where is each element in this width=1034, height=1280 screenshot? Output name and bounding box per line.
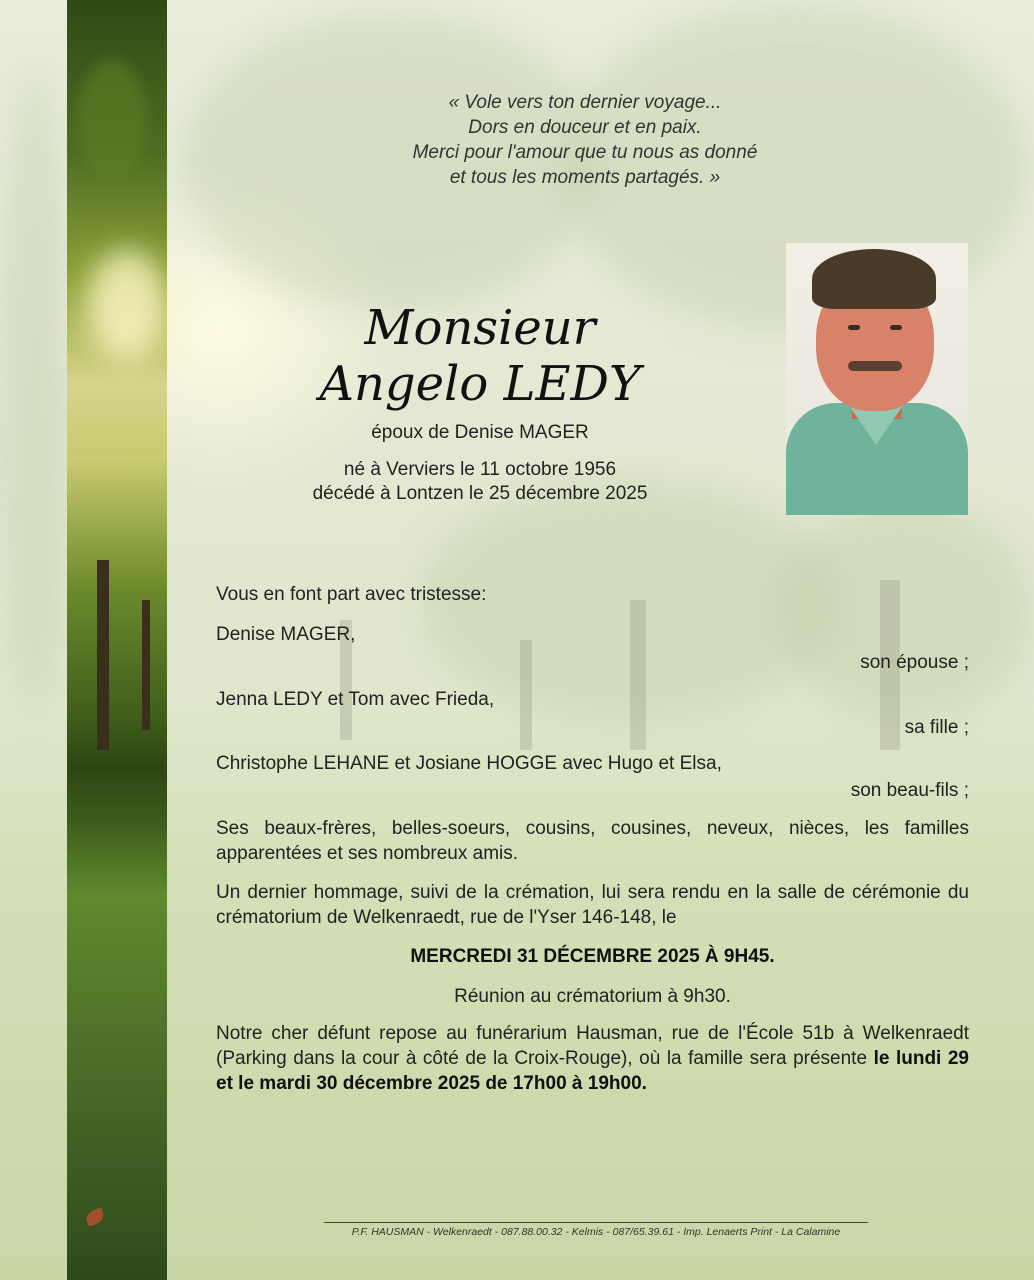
visitation-dates: le lundi 29 et le mardi 30 décembre 2025 de 17h00 à 19h00. [216,1048,970,1094]
portrait-eye [848,325,860,330]
life-dates [270,458,690,506]
family-member-relation: son épouse ; [860,652,969,673]
death-line: décédé à Lontzen le 25 décembre 2025 [312,483,648,504]
extended-family: Ses beaux-frères, belles-soeurs, cousins, cousines, neveux, nièces, les familles apparentées et ses nombreux amis. [216,818,969,864]
family-member-name: Jenna LEDY et Tom avec Frieda, [216,689,495,710]
ceremony-date [216,944,969,969]
footer-divider [324,1222,868,1223]
family-member-name: Christophe LEHANE et Josiane HOGGE avec Hugo et Elsa, [216,753,722,774]
family-member-name: Denise MAGER, [216,624,356,645]
family-member-relation: son beau-fils ; [850,780,969,801]
ceremony-date-text: MERCREDI 31 DÉCEMBRE 2025 À 9H45. [410,946,775,967]
quote-line: et tous les moments partagés. » [449,167,721,188]
sunlight-glow [87,250,167,360]
deceased-name: Angelo LEDY [319,356,641,412]
visitation-details: Notre cher défunt repose au funérarium Hausman, rue de l'École 51b à Welkenraedt (Parking dans la cour à côté de la Croix-Rouge), où la famille sera présente [216,1023,969,1069]
tree-trunk [97,560,109,750]
portrait-moustache [848,361,902,371]
background-foliage [0,60,70,710]
portrait-photo [786,243,968,515]
foliage-shape [77,60,147,180]
deceased-heading [300,300,660,412]
decorative-forest-strip [67,0,167,1280]
memorial-quote [380,90,790,190]
family-member-relation: sa fille ; [904,717,969,738]
portrait-hair [812,249,936,309]
quote-line: Dors en douceur et en paix. [468,117,702,138]
spouse-line: époux de Denise MAGER [371,422,589,443]
portrait-eye [890,325,902,330]
tree-trunk [142,600,150,730]
announcement-intro: Vous en font part avec tristesse: [216,584,487,605]
quote-line: Merci pour l'amour que tu nous as donné [412,142,758,163]
deceased-title: Monsieur [364,300,596,356]
funeral-home-footer: P.F. HAUSMAN - Welkenraedt - 087.88.00.32 - Kelmis - 087/65.39.61 - Imp. Lenaerts Print - La Calamine [351,1226,841,1238]
ceremony-text: Un dernier hommage, suivi de la crémation, lui sera rendu en la salle de cérémonie du crématorium de Welkenraedt, rue de l'Yser 146-148, le [216,882,969,928]
visitation-text [216,1021,969,1096]
birth-line: né à Verviers le 11 octobre 1956 [343,459,617,480]
quote-line: « Vole vers ton dernier voyage... [448,92,722,113]
crematorium-meeting: Réunion au crématorium à 9h30. [454,986,731,1007]
